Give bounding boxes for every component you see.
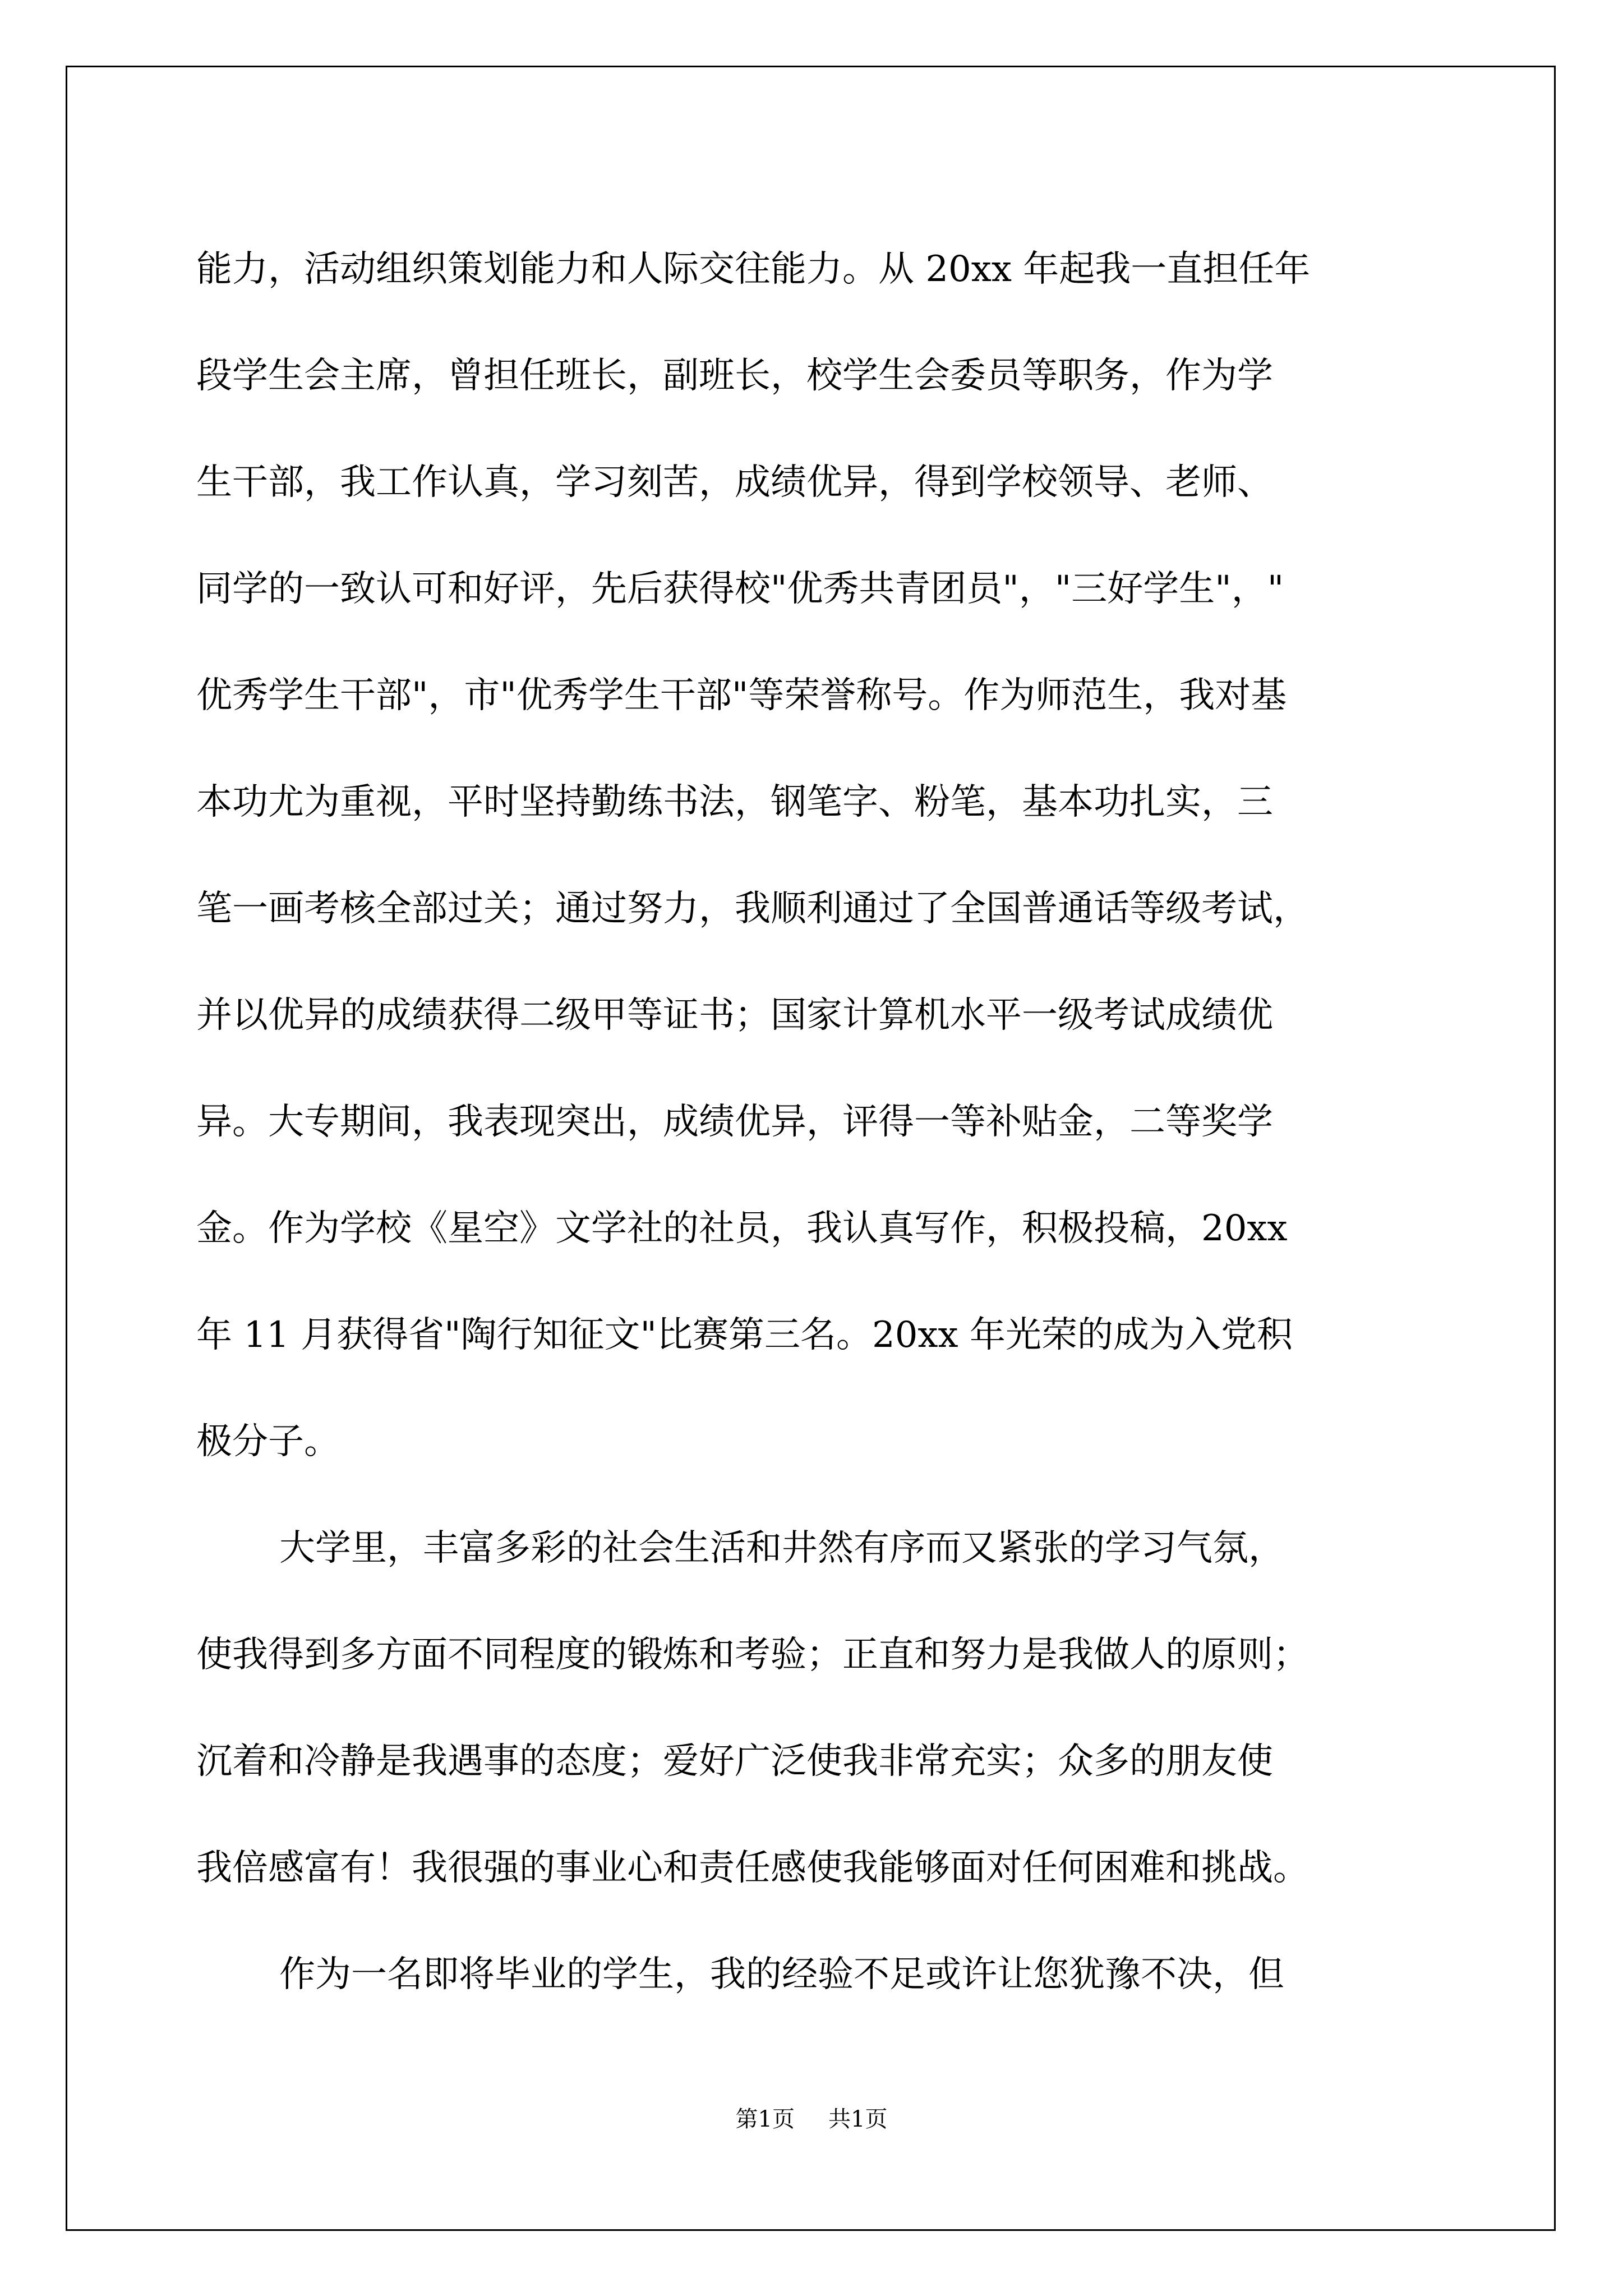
text-line: 使我得到多方面不同程度的锻炼和考验；正直和努力是我做人的原则； xyxy=(196,1634,1309,1676)
paragraph-start-line: 大学里，丰富多彩的社会生活和井然有序而又紧张的学习气氛， xyxy=(279,1527,1284,1569)
text-line: 段学生会主席，曾担任班长，副班长，校学生会委员等职务，作为学 xyxy=(196,355,1273,397)
text-line: 本功尤为重视，平时坚持勤练书法，钢笔字、粉笔，基本功扎实，三 xyxy=(196,781,1273,823)
text-line: 我倍感富有！我很强的事业心和责任感使我能够面对任何困难和挑战。 xyxy=(196,1847,1309,1889)
text-line: 年 11 月获得省"陶行知征文"比赛第三名。20xx 年光荣的成为入党积 xyxy=(196,1314,1293,1356)
text-line: 沉着和冷静是我遇事的态度；爱好广泛使我非常充实；众多的朋友使 xyxy=(196,1741,1273,1782)
text-line: 同学的一致认可和好评，先后获得校"优秀共青团员"，"三好学生"，" xyxy=(196,568,1284,610)
text-line: 金。作为学校《星空》文学社的社员，我认真写作，积极投稿，20xx xyxy=(196,1208,1288,1249)
paragraph-start-line: 作为一名即将毕业的学生，我的经验不足或许让您犹豫不决，但 xyxy=(279,1954,1284,1995)
page-number: 第1页 xyxy=(735,2106,795,2132)
text-line: 笔一画考核全部过关；通过努力，我顺利通过了全国普通话等级考试， xyxy=(196,888,1309,930)
document-body xyxy=(196,216,1447,2028)
text-line: 能力，活动组织策划能力和人际交往能力。从 20xx 年起我一直担任年 xyxy=(196,249,1311,290)
page-total: 共1页 xyxy=(828,2106,888,2132)
text-line: 异。大专期间，我表现突出，成绩优异，评得一等补贴金，二等奖学 xyxy=(196,1101,1273,1143)
page-footer xyxy=(0,2102,1623,2136)
text-line: 并以优异的成绩获得二级甲等证书；国家计算机水平一级考试成绩优 xyxy=(196,995,1273,1036)
text-line: 优秀学生干部"，市"优秀学生干部"等荣誉称号。作为师范生，我对基 xyxy=(196,675,1287,716)
text-line: 极分子。 xyxy=(196,1421,340,1462)
text-line: 生干部，我工作认真，学习刻苦，成绩优异，得到学校领导、老师、 xyxy=(196,462,1273,503)
